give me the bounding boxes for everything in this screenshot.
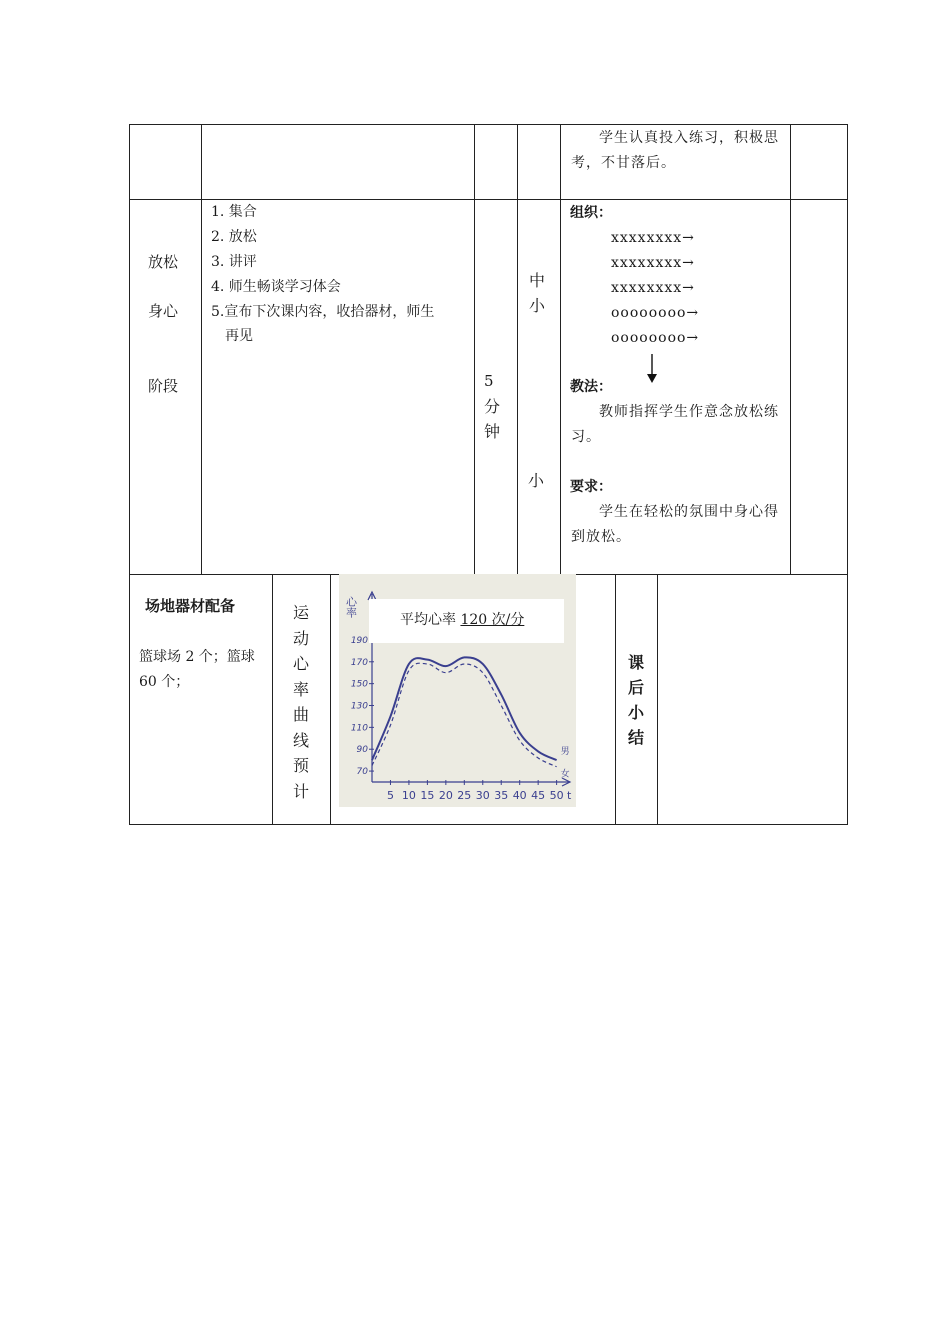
content-item-5: 5.宣布下次课内容，收拾器材，师生 xyxy=(211,304,435,320)
x-tick-label: 20 xyxy=(438,789,453,802)
method-title: 教法： xyxy=(570,379,612,395)
average-heart-rate-value: 120 次/分 xyxy=(460,612,525,628)
y-tick-label: 150 xyxy=(350,679,368,690)
y-tick-label: 170 xyxy=(350,657,368,668)
bottom-divider-3 xyxy=(615,574,616,824)
x-axis-label: t xyxy=(567,789,572,802)
content-item-4: 4. 师生畅谈学习体会 xyxy=(211,279,341,295)
x-tick-label: 25 xyxy=(457,789,472,802)
table-bottom-border xyxy=(129,824,848,825)
stage-name-line-2: 身心 xyxy=(148,302,179,320)
y-axis-label: 心率 xyxy=(344,596,358,618)
average-heart-rate-box xyxy=(369,599,564,643)
curve-label: 运动心率曲线预计 xyxy=(292,603,309,801)
formation-row-3: xxxxxxxx→ xyxy=(611,280,695,296)
summary-label: 课后小结 xyxy=(627,653,644,747)
col-divider-5 xyxy=(790,124,791,574)
average-heart-rate-text xyxy=(400,608,524,632)
content-item-2: 2. 放松 xyxy=(211,229,257,245)
formation-row-1: xxxxxxxx→ xyxy=(611,230,695,246)
col-divider-4 xyxy=(560,124,561,574)
down-arrow-icon xyxy=(645,354,659,384)
x-tick-label: 10 xyxy=(401,789,416,802)
x-tick-label: 40 xyxy=(512,789,527,802)
average-heart-rate-prefix: 平均心率 xyxy=(400,612,456,628)
formation-row-2: xxxxxxxx→ xyxy=(611,255,695,271)
bottom-divider-2 xyxy=(330,574,331,824)
content-item-5-cont: 再见 xyxy=(225,328,253,344)
table-top-border xyxy=(129,124,848,125)
formation-row-5: oooooooo→ xyxy=(611,330,700,346)
time-number: 5 xyxy=(484,372,494,390)
x-tick-label: 30 xyxy=(475,789,490,802)
bottom-divider-1 xyxy=(272,574,273,824)
method-text: 教师指挥学生作意念放松练习。 xyxy=(571,404,779,445)
x-tick-label: 50 xyxy=(549,789,564,802)
time-unit-1: 分 xyxy=(484,397,501,416)
equipment-title: 场地器材配备 xyxy=(145,597,236,615)
y-tick-label: 130 xyxy=(350,701,368,712)
formation-row-4: oooooooo→ xyxy=(611,305,700,321)
req-text: 学生在轻松的氛围中身心得到放松。 xyxy=(571,504,779,545)
y-tick-label: 190 xyxy=(350,635,368,646)
time-unit-2: 钟 xyxy=(484,422,501,441)
x-tick-label: 45 xyxy=(531,789,546,802)
table-right-border xyxy=(847,124,848,825)
x-tick-label: 5 xyxy=(386,789,394,802)
col-divider-3 xyxy=(517,124,518,574)
heart-rate-chart xyxy=(339,574,576,807)
series-line-male xyxy=(372,657,557,760)
top-requirement-text: 学生认真投入练习，积极思考，不甘落后。 xyxy=(571,130,779,171)
stage-name-line-1: 放松 xyxy=(148,253,179,271)
y-tick-label: 70 xyxy=(356,767,368,778)
stage-name-line-3: 阶段 xyxy=(148,377,179,395)
series-line-female xyxy=(372,663,557,767)
x-tick-label: 15 xyxy=(420,789,435,802)
series-label: 男 xyxy=(560,747,570,758)
col-divider-2 xyxy=(474,124,475,574)
bottom-divider-4 xyxy=(657,574,658,824)
col-divider-1 xyxy=(201,124,202,574)
intensity-medium-small: 中小 xyxy=(528,271,545,315)
equipment-text: 篮球场 2 个；篮球 60 个； xyxy=(139,649,255,690)
x-tick-label: 35 xyxy=(494,789,509,802)
org-title: 组织： xyxy=(570,205,612,221)
req-title: 要求： xyxy=(570,479,612,495)
y-tick-label: 110 xyxy=(350,723,368,734)
content-item-1: 1. 集合 xyxy=(211,204,257,220)
intensity-small: 小 xyxy=(528,471,545,490)
series-label: 女 xyxy=(560,769,570,780)
table-left-border xyxy=(129,124,130,825)
content-item-3: 3. 讲评 xyxy=(211,254,257,270)
y-tick-label: 90 xyxy=(356,745,368,756)
